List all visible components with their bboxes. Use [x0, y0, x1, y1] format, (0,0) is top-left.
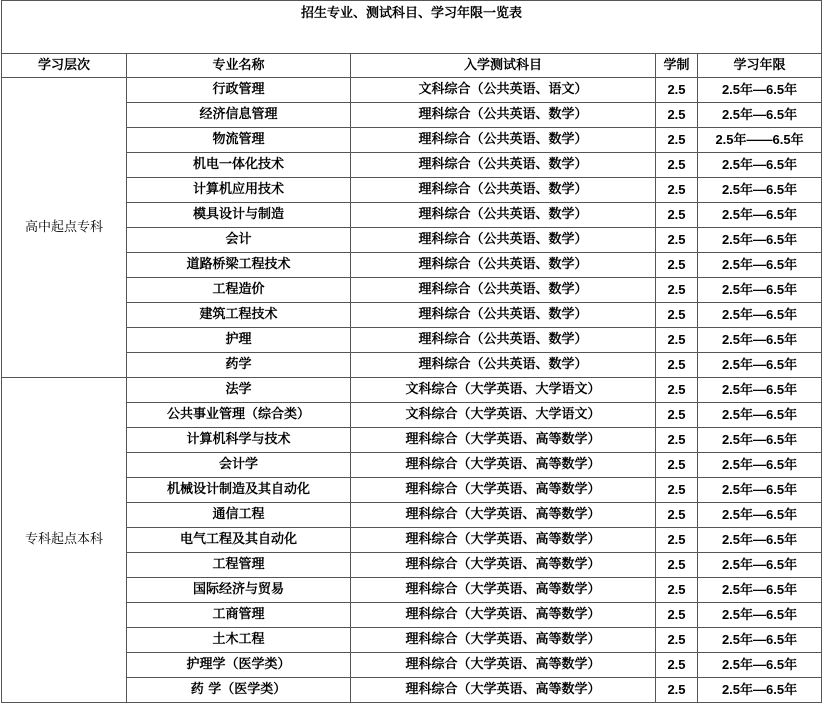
- duration-cell: 2.5年—6.5年: [698, 203, 822, 228]
- subjects-cell: 理科综合（大学英语、高等数学）: [351, 453, 656, 478]
- subjects-cell: 理科综合（大学英语、高等数学）: [351, 603, 656, 628]
- duration-cell: 2.5年—6.5年: [698, 278, 822, 303]
- duration-cell: 2.5年—6.5年: [698, 503, 822, 528]
- table-row: [2, 378, 822, 403]
- major-cell: 会计: [127, 228, 351, 253]
- major-cell: 机电一体化技术: [127, 153, 351, 178]
- header-subjects: 入学测试科目: [351, 54, 656, 78]
- major-cell: 工程管理: [127, 553, 351, 578]
- years-cell: 2.5: [656, 253, 698, 278]
- duration-cell: 2.5年—6.5年: [698, 528, 822, 553]
- table-title: 招生专业、测试科目、学习年限一览表: [2, 1, 822, 54]
- subjects-cell: 理科综合（大学英语、高等数学）: [351, 428, 656, 453]
- subjects-cell: 理科综合（大学英语、高等数学）: [351, 478, 656, 503]
- enrollment-table: [1, 0, 822, 703]
- major-cell: 会计学: [127, 453, 351, 478]
- header-major: 专业名称: [127, 54, 351, 78]
- major-cell: 行政管理: [127, 78, 351, 103]
- duration-cell: 2.5年—6.5年: [698, 103, 822, 128]
- years-cell: 2.5: [656, 203, 698, 228]
- major-cell: 工商管理: [127, 603, 351, 628]
- duration-cell: 2.5年—6.5年: [698, 478, 822, 503]
- years-cell: 2.5: [656, 103, 698, 128]
- duration-cell: 2.5年—6.5年: [698, 253, 822, 278]
- years-cell: 2.5: [656, 453, 698, 478]
- subjects-cell: 理科综合（公共英语、数学）: [351, 278, 656, 303]
- duration-cell: 2.5年—6.5年: [698, 353, 822, 378]
- major-cell: 土木工程: [127, 628, 351, 653]
- years-cell: 2.5: [656, 278, 698, 303]
- major-cell: 护理学（医学类）: [127, 653, 351, 678]
- major-cell: 计算机科学与技术: [127, 428, 351, 453]
- major-cell: 机械设计制造及其自动化: [127, 478, 351, 503]
- subjects-cell: 理科综合（公共英语、数学）: [351, 328, 656, 353]
- major-cell: 公共事业管理（综合类）: [127, 403, 351, 428]
- level-cell: 专科起点本科: [2, 378, 127, 703]
- major-cell: 道路桥梁工程技术: [127, 253, 351, 278]
- header-years: 学制: [656, 54, 698, 78]
- table-row: [2, 78, 822, 103]
- years-cell: 2.5: [656, 603, 698, 628]
- duration-cell: 2.5年—6.5年: [698, 553, 822, 578]
- subjects-cell: 理科综合（公共英语、数学）: [351, 103, 656, 128]
- subjects-cell: 理科综合（大学英语、高等数学）: [351, 503, 656, 528]
- duration-cell: 2.5年—6.5年: [698, 178, 822, 203]
- subjects-cell: 理科综合（大学英语、高等数学）: [351, 578, 656, 603]
- table-body: [2, 1, 822, 703]
- major-cell: 国际经济与贸易: [127, 578, 351, 603]
- duration-cell: 2.5年—6.5年: [698, 153, 822, 178]
- subjects-cell: 文科综合（大学英语、大学语文）: [351, 378, 656, 403]
- years-cell: 2.5: [656, 628, 698, 653]
- years-cell: 2.5: [656, 578, 698, 603]
- duration-cell: 2.5年—6.5年: [698, 378, 822, 403]
- duration-cell: 2.5年—6.5年: [698, 78, 822, 103]
- subjects-cell: 理科综合（公共英语、数学）: [351, 253, 656, 278]
- table-header-row: [2, 54, 822, 78]
- years-cell: 2.5: [656, 678, 698, 703]
- duration-cell: 2.5年—6.5年: [698, 603, 822, 628]
- duration-cell: 2.5年—6.5年: [698, 578, 822, 603]
- years-cell: 2.5: [656, 328, 698, 353]
- major-cell: 药学: [127, 353, 351, 378]
- subjects-cell: 理科综合（大学英语、高等数学）: [351, 628, 656, 653]
- years-cell: 2.5: [656, 153, 698, 178]
- years-cell: 2.5: [656, 528, 698, 553]
- major-cell: 电气工程及其自动化: [127, 528, 351, 553]
- years-cell: 2.5: [656, 128, 698, 153]
- years-cell: 2.5: [656, 503, 698, 528]
- years-cell: 2.5: [656, 428, 698, 453]
- duration-cell: 2.5年—6.5年: [698, 228, 822, 253]
- subjects-cell: 理科综合（公共英语、数学）: [351, 178, 656, 203]
- years-cell: 2.5: [656, 303, 698, 328]
- table-title-row: [2, 1, 822, 54]
- major-cell: 物流管理: [127, 128, 351, 153]
- subjects-cell: 理科综合（公共英语、数学）: [351, 303, 656, 328]
- subjects-cell: 理科综合（公共英语、数学）: [351, 353, 656, 378]
- duration-cell: 2.5年—6.5年: [698, 628, 822, 653]
- subjects-cell: 理科综合（大学英语、高等数学）: [351, 528, 656, 553]
- years-cell: 2.5: [656, 78, 698, 103]
- years-cell: 2.5: [656, 178, 698, 203]
- subjects-cell: 文科综合（公共英语、语文）: [351, 78, 656, 103]
- years-cell: 2.5: [656, 378, 698, 403]
- header-duration: 学习年限: [698, 54, 822, 78]
- subjects-cell: 理科综合（大学英语、高等数学）: [351, 653, 656, 678]
- years-cell: 2.5: [656, 353, 698, 378]
- duration-cell: 2.5年—6.5年: [698, 653, 822, 678]
- major-cell: 模具设计与制造: [127, 203, 351, 228]
- years-cell: 2.5: [656, 478, 698, 503]
- major-cell: 工程造价: [127, 278, 351, 303]
- subjects-cell: 理科综合（大学英语、高等数学）: [351, 553, 656, 578]
- major-cell: 法学: [127, 378, 351, 403]
- duration-cell: 2.5年—6.5年: [698, 403, 822, 428]
- major-cell: 建筑工程技术: [127, 303, 351, 328]
- subjects-cell: 理科综合（公共英语、数学）: [351, 203, 656, 228]
- years-cell: 2.5: [656, 653, 698, 678]
- subjects-cell: 理科综合（大学英语、高等数学）: [351, 678, 656, 703]
- duration-cell: 2.5年—6.5年: [698, 303, 822, 328]
- major-cell: 计算机应用技术: [127, 178, 351, 203]
- subjects-cell: 理科综合（公共英语、数学）: [351, 228, 656, 253]
- major-cell: 通信工程: [127, 503, 351, 528]
- level-cell: 高中起点专科: [2, 78, 127, 378]
- subjects-cell: 理科综合（公共英语、数学）: [351, 153, 656, 178]
- duration-cell: 2.5年—6.5年: [698, 678, 822, 703]
- years-cell: 2.5: [656, 553, 698, 578]
- subjects-cell: 理科综合（公共英语、数学）: [351, 128, 656, 153]
- major-cell: 经济信息管理: [127, 103, 351, 128]
- subjects-cell: 文科综合（大学英语、大学语文）: [351, 403, 656, 428]
- years-cell: 2.5: [656, 228, 698, 253]
- years-cell: 2.5: [656, 403, 698, 428]
- header-level: 学习层次: [2, 54, 127, 78]
- duration-cell: 2.5年—6.5年: [698, 428, 822, 453]
- duration-cell: 2.5年—6.5年: [698, 453, 822, 478]
- duration-cell: 2.5年—6.5年: [698, 328, 822, 353]
- duration-cell: 2.5年——6.5年: [698, 128, 822, 153]
- major-cell: 护理: [127, 328, 351, 353]
- major-cell: 药 学（医学类）: [127, 678, 351, 703]
